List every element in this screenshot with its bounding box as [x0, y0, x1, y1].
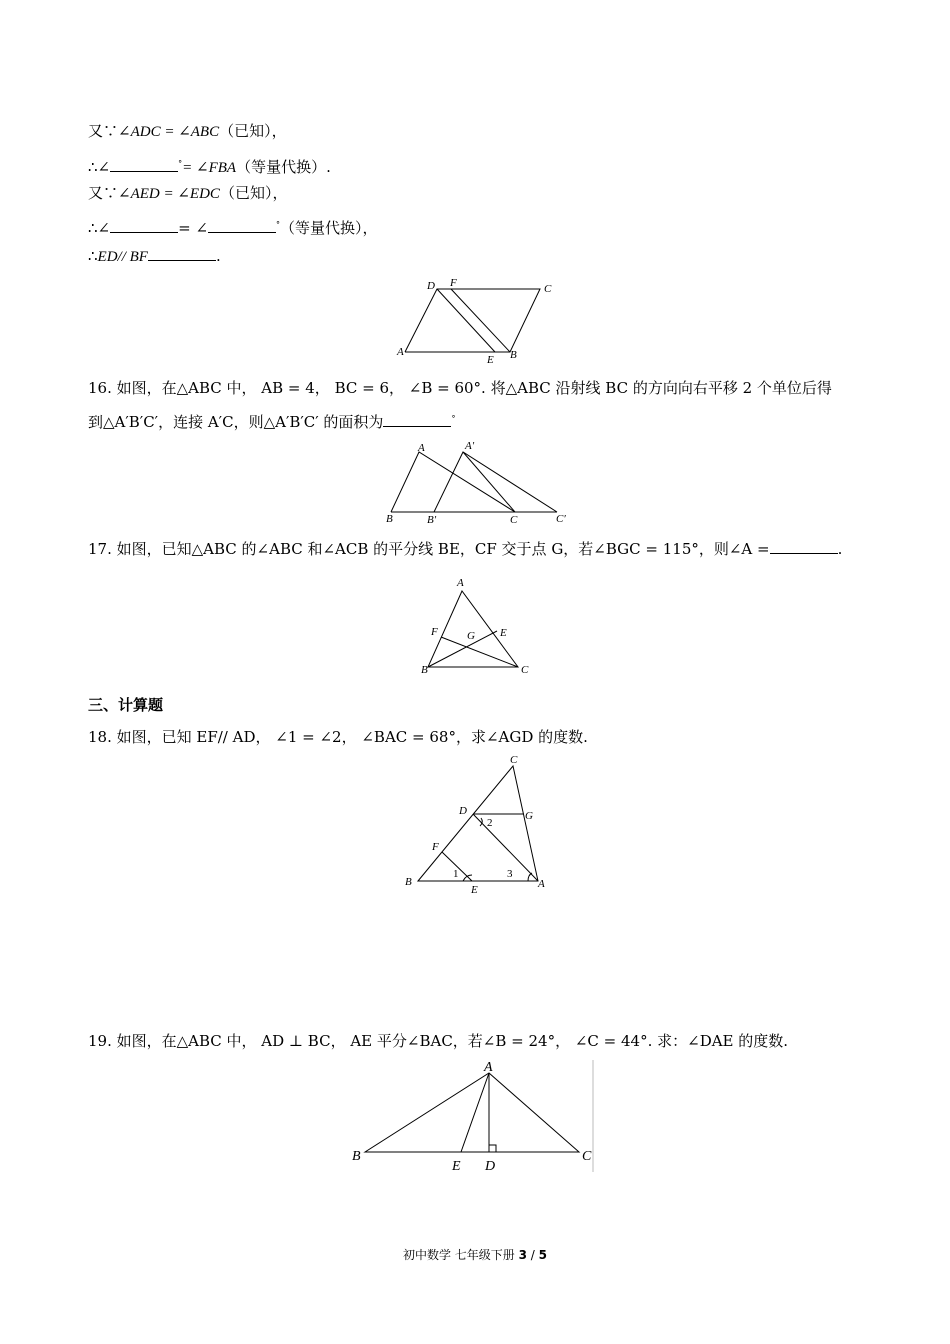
label-E: E: [487, 354, 494, 366]
proof-line-2-prefix: ∴∠: [88, 158, 111, 176]
label-A: A: [457, 577, 464, 589]
label-A: A: [418, 442, 425, 454]
question-16-text: 到△A′B′C′，连接 A′C，则△A′B′C′ 的面积为: [88, 413, 384, 431]
label-D: D: [459, 805, 467, 817]
label-C: C: [521, 664, 529, 676]
proof-line-5-math: ED// BF: [97, 249, 148, 265]
proof-line-3: [88, 182, 287, 205]
label-B: B: [352, 1149, 361, 1164]
proof-line-3-prefix: 又∵: [88, 184, 119, 202]
page-separator: /: [526, 1248, 539, 1262]
label-C-prime: C′: [556, 513, 566, 525]
proof-line-2-reason: （等量代换）.: [236, 158, 331, 176]
page-total: 5: [538, 1248, 548, 1262]
label-A-prime: A′: [465, 440, 475, 452]
proof-line-1: [88, 120, 287, 143]
label-D: D: [427, 280, 435, 292]
answer-blank[interactable]: [110, 218, 178, 233]
label-F: F: [431, 626, 438, 638]
question-16-line-2: 到△A′B′C′，连接 A′C，则△A′B′C′ 的面积为 °: [88, 413, 456, 431]
question-17: 17. 如图，已知△ABC 的∠ABC 和∠ACB 的平分线 BE，CF 交于点 G，若∠BGC = 115°，则∠A = .: [88, 540, 843, 558]
proof-line-3-reason: （已知），: [219, 184, 288, 202]
label-A: A: [484, 1060, 493, 1075]
answer-blank[interactable]: [770, 539, 838, 554]
label-G: G: [525, 810, 533, 822]
label-E: E: [471, 884, 478, 896]
label-E: E: [500, 627, 507, 639]
footer-text: 初中数学 七年级下册: [402, 1248, 519, 1262]
proof-line-4-mid: = ∠: [178, 219, 209, 237]
angle-label-1: 1: [453, 868, 459, 880]
label-B-prime: B′: [427, 514, 437, 526]
question-19: 19. 如图，在△ABC 中， AD ⊥ BC， AE 平分∠BAC，若∠B = 24°， ∠C = 44°. 求：∠DAE 的度数.: [88, 1032, 789, 1050]
label-B: B: [421, 664, 428, 676]
page-number: 3: [518, 1248, 527, 1262]
page-footer: [0, 1246, 950, 1263]
proof-line-5-period: .: [215, 247, 221, 265]
angle-label-3: 3: [507, 868, 513, 880]
proof-line-3-math: ∠AED = ∠EDC: [118, 186, 220, 202]
label-A: A: [397, 346, 404, 358]
label-D: D: [485, 1159, 496, 1174]
answer-blank[interactable]: [383, 412, 451, 427]
section-heading: 三、计算题: [88, 696, 164, 714]
answer-blank[interactable]: [208, 218, 276, 233]
label-F: F: [450, 277, 457, 289]
label-F: F: [432, 841, 439, 853]
question-18: 18. 如图，已知 EF// AD， ∠1 = ∠2， ∠BAC = 68°，求∠AGD 的度数.: [88, 728, 588, 746]
label-C: C: [510, 754, 518, 766]
proof-line-1-prefix: 又∵: [88, 122, 119, 140]
proof-line-1-reason: （已知），: [219, 122, 287, 140]
proof-line-2-math: = ∠FBA: [182, 160, 237, 176]
label-C: C: [582, 1149, 592, 1164]
angle-label-2: 2: [487, 817, 493, 829]
label-B: B: [405, 876, 412, 888]
question-17-text: 17. 如图，已知△ABC 的∠ABC 和∠ACB 的平分线 BE，CF 交于点 G，若∠BGC = 115°，则∠A =: [88, 540, 770, 558]
label-B: B: [510, 349, 517, 361]
label-E: E: [452, 1159, 461, 1174]
question-16-line-1: 16. 如图，在△ABC 中， AB = 4， BC = 6， ∠B = 60°. 将△ABC 沿射线 BC 的方向向右平移 2 个单位后得: [88, 379, 832, 397]
label-C: C: [544, 283, 552, 295]
proof-line-5: [88, 245, 221, 268]
answer-blank[interactable]: [110, 157, 178, 172]
proof-line-4-prefix: ∴∠: [88, 219, 111, 237]
proof-line-1-math: ∠ADC = ∠ABC: [118, 124, 220, 140]
proof-line-4-reason: （等量代换），: [280, 219, 378, 237]
proof-line-2: ∴∠ °= ∠FBA（等量代换）.: [88, 158, 331, 176]
label-A: A: [538, 878, 545, 890]
proof-line-4: ∴∠ = ∠ °（等量代换），: [88, 219, 378, 237]
proof-line-5-prefix: ∴: [88, 247, 98, 265]
label-C: C: [510, 514, 518, 526]
label-B: B: [386, 513, 393, 525]
label-G: G: [467, 630, 475, 642]
answer-blank[interactable]: [148, 246, 216, 261]
